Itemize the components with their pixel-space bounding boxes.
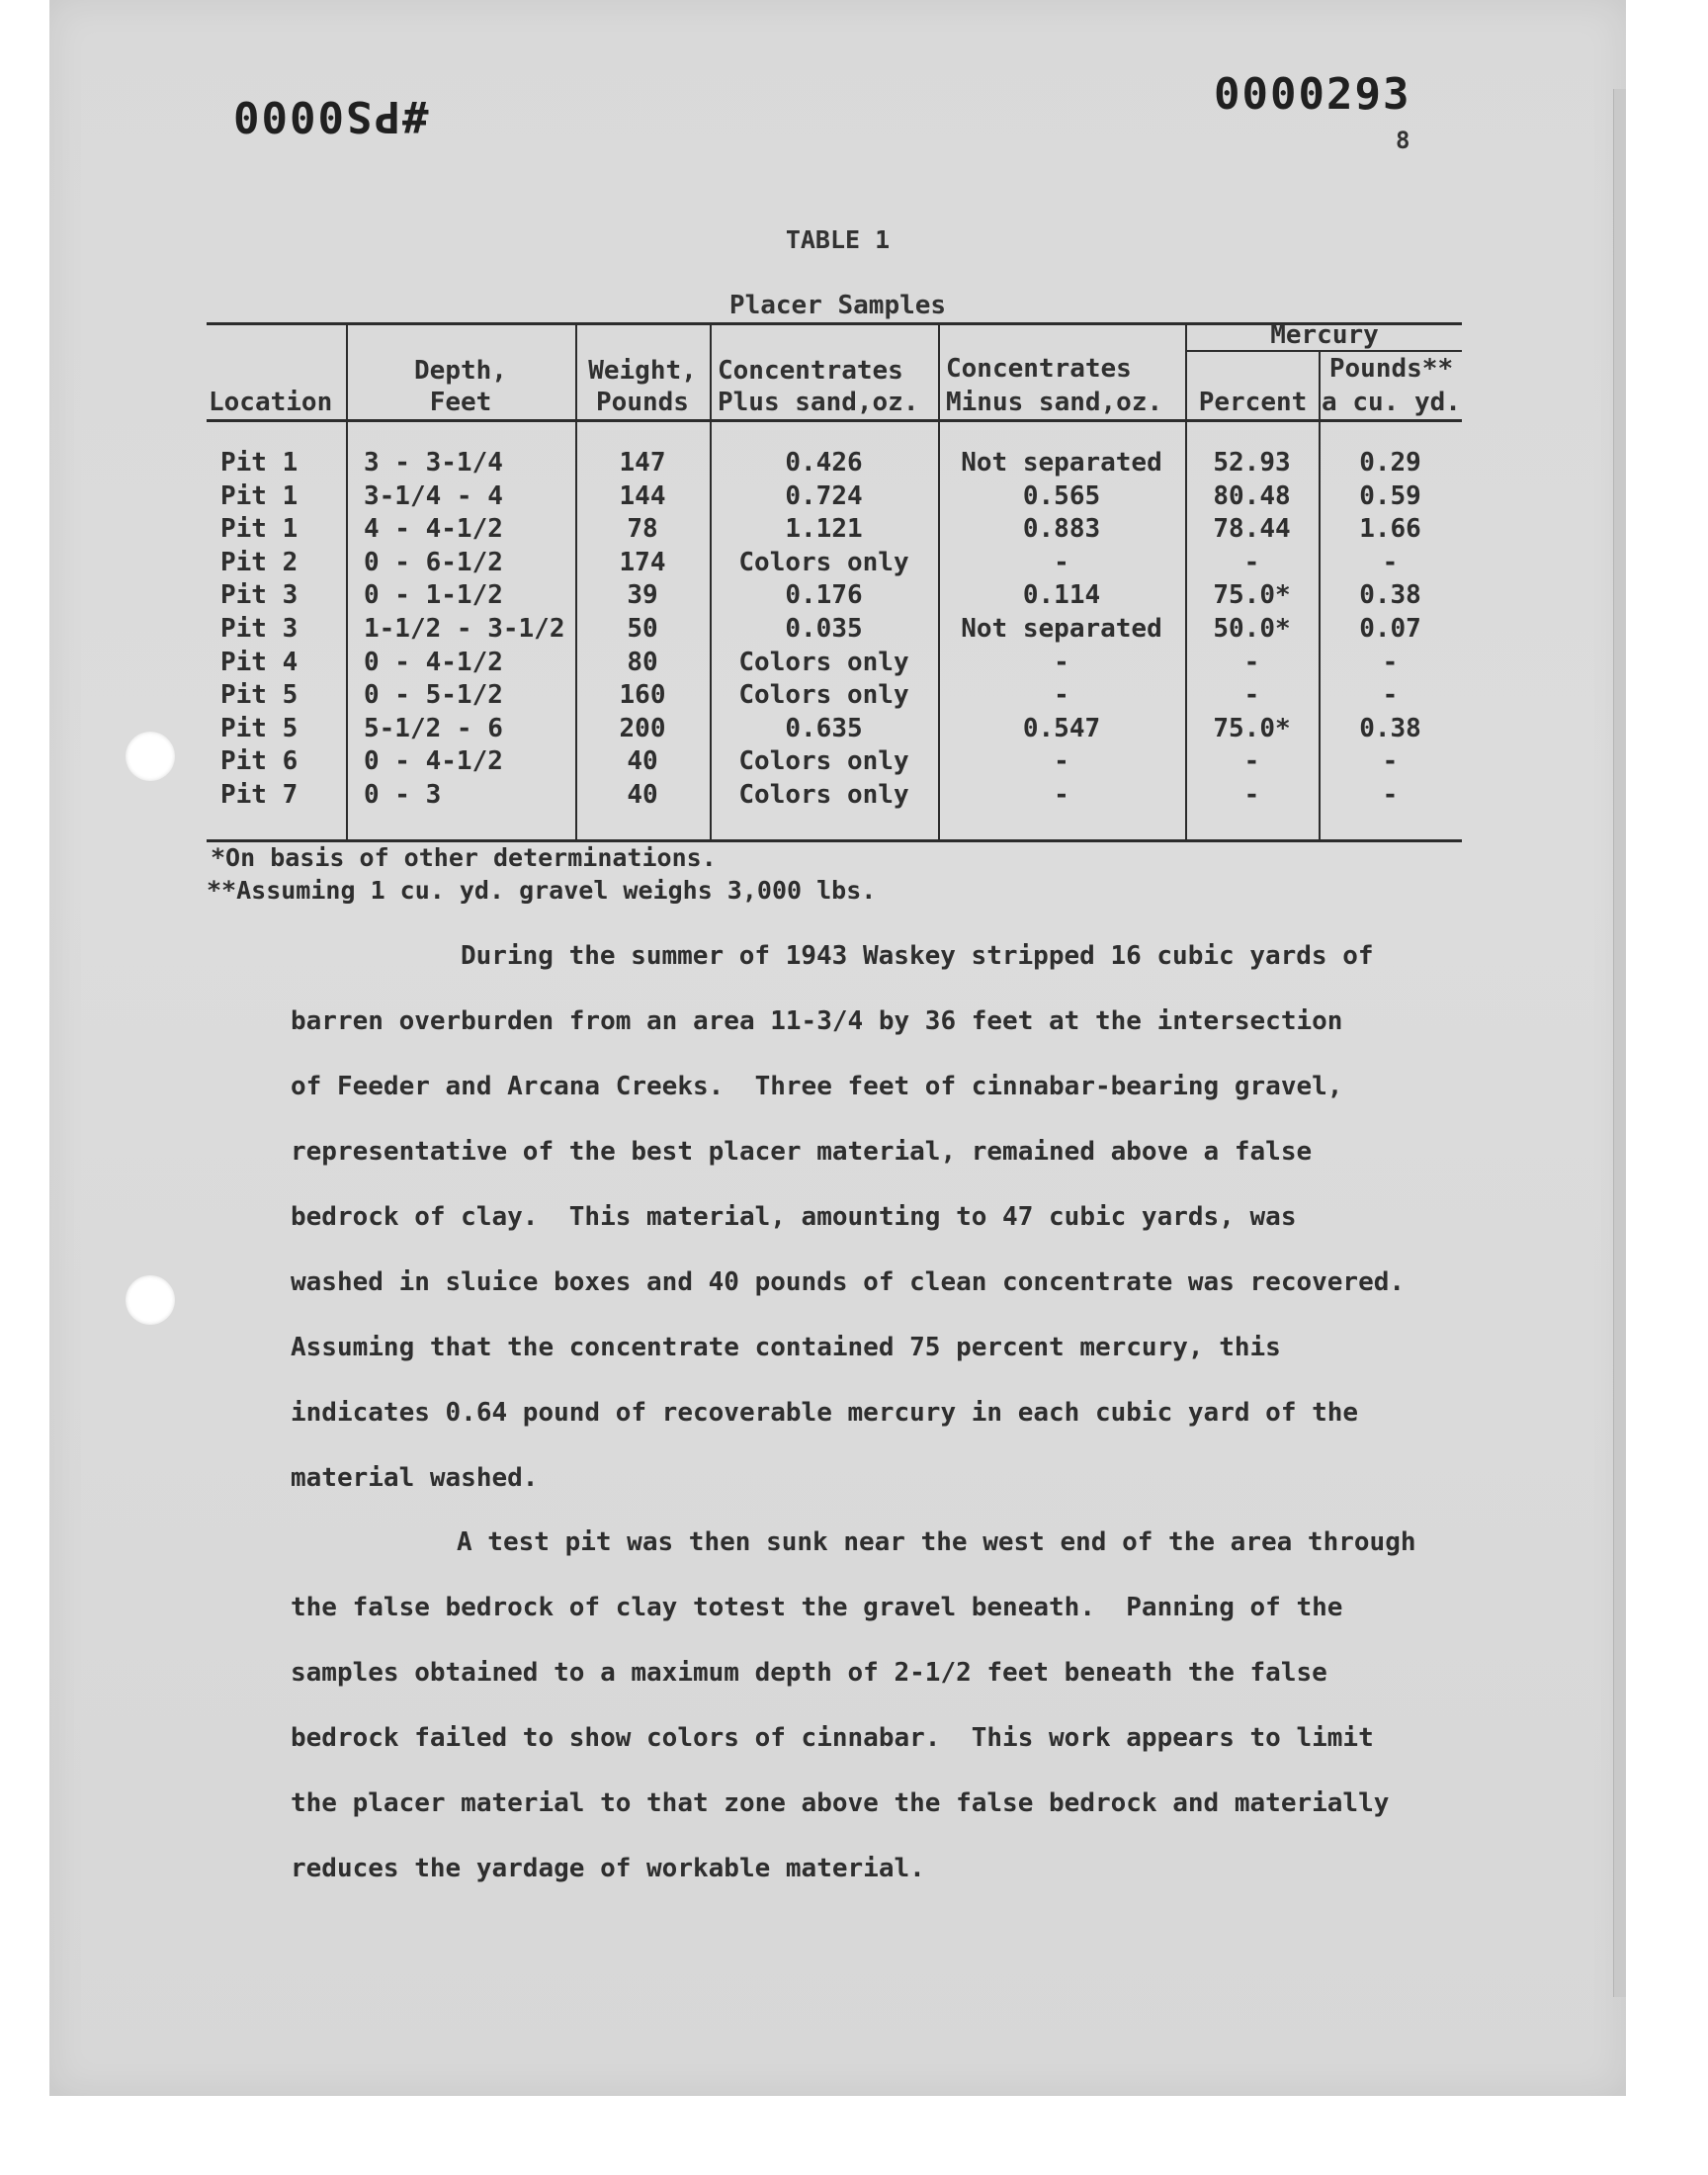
cell-location: Pit 1 — [220, 448, 299, 478]
header-pounds-line2: a cu. yd. — [1322, 388, 1461, 417]
cell-weight: 39 — [627, 580, 658, 611]
cell-percent: 78.44 — [1213, 514, 1291, 545]
paragraph-line: During the summer of 1943 Waskey stripped 16 cubic yards of — [461, 941, 1374, 971]
cell-location: Pit 7 — [220, 780, 299, 810]
footnote-2: **Assuming 1 cu. yd. gravel weighs 3,000 lbs. — [207, 876, 877, 905]
cell-percent: 75.0* — [1213, 580, 1291, 611]
cell-percent: 50.0* — [1213, 614, 1291, 644]
page-number: 8 — [1396, 127, 1410, 154]
header-mercury: Mercury — [1270, 320, 1379, 350]
cell-percent: 52.93 — [1213, 448, 1291, 478]
document-id-stamp-right: 0000293 — [1214, 69, 1411, 120]
cell-depth: 0 - 3 — [364, 780, 442, 810]
paragraph-line: the placer material to that zone above the false bedrock and materially — [291, 1788, 1390, 1818]
cell-weight: 200 — [619, 713, 666, 743]
cell-percent: 80.48 — [1213, 480, 1291, 511]
cell-pounds-cu-yd: 1.66 — [1359, 514, 1421, 545]
cell-conc-minus: - — [1054, 647, 1069, 677]
cell-conc-minus: - — [1054, 746, 1069, 777]
paragraph-line: representative of the best placer material, remained above a false — [291, 1137, 1313, 1167]
table-title: TABLE 1 — [785, 225, 891, 254]
page-edge — [1613, 89, 1626, 1997]
cell-percent: - — [1243, 746, 1260, 777]
cell-conc-plus: 0.426 — [785, 448, 863, 478]
cell-conc-plus: 0.635 — [785, 713, 863, 743]
header-depth-line1: Depth, — [414, 356, 507, 386]
cell-pounds-cu-yd: - — [1382, 547, 1399, 577]
paragraph-line: bedrock of clay. This material, amounting to 47 cubic yards, was — [291, 1202, 1297, 1232]
cell-depth: 0 - 5-1/2 — [364, 680, 503, 711]
cell-conc-plus: 0.724 — [785, 480, 863, 511]
cell-weight: 40 — [627, 746, 658, 777]
paragraph-line: of Feeder and Arcana Creeks. Three feet of cinnabar-bearing gravel, — [291, 1072, 1343, 1101]
cell-depth: 0 - 6-1/2 — [364, 547, 503, 577]
header-weight-line2: Pounds — [596, 388, 689, 417]
header-pounds-line1: Pounds** — [1328, 354, 1454, 384]
cell-conc-minus: 0.565 — [1022, 480, 1101, 511]
paragraph-line: barren overburden from an area 11-3/4 by 36 feet at the intersection — [291, 1006, 1343, 1036]
paragraph-line: Assuming that the concentrate contained 75 percent mercury, this — [291, 1333, 1281, 1362]
cell-conc-plus: 1.121 — [785, 514, 863, 545]
document-page — [49, 0, 1626, 2096]
cell-weight: 147 — [619, 448, 666, 478]
cell-weight: 80 — [627, 647, 658, 677]
cell-weight: 78 — [627, 514, 658, 545]
cell-weight: 160 — [619, 680, 666, 711]
cell-location: Pit 1 — [220, 514, 299, 545]
punch-hole-top — [126, 732, 175, 781]
paragraph-line: indicates 0.64 pound of recoverable mercury in each cubic yard of the — [291, 1398, 1359, 1428]
cell-pounds-cu-yd: 0.59 — [1359, 480, 1421, 511]
paragraph-line: reduces the yardage of workable material. — [291, 1854, 925, 1883]
paragraph-line: bedrock failed to show colors of cinnabar. This work appears to limit — [291, 1723, 1374, 1753]
cell-pounds-cu-yd: - — [1382, 647, 1399, 677]
cell-location: Pit 3 — [220, 614, 299, 644]
cell-conc-minus: - — [1054, 780, 1069, 810]
cell-conc-plus: 0.176 — [785, 580, 863, 611]
cell-conc-plus: 0.035 — [785, 614, 863, 644]
cell-percent: - — [1243, 647, 1260, 677]
cell-conc-minus: - — [1054, 680, 1069, 711]
paragraph-line: the false bedrock of clay totest the gravel beneath. Panning of the — [291, 1593, 1343, 1622]
footnote-1: *On basis of other determinations. — [211, 843, 717, 872]
header-weight-line1: Weight, — [588, 356, 697, 386]
cell-location: Pit 5 — [220, 713, 299, 743]
header-depth-line2: Feet — [429, 388, 492, 417]
cell-conc-minus: 0.547 — [1022, 713, 1101, 743]
cell-pounds-cu-yd: - — [1382, 680, 1399, 711]
cell-pounds-cu-yd: 0.07 — [1359, 614, 1421, 644]
cell-conc-plus: Colors only — [738, 746, 909, 777]
cell-percent: 75.0* — [1213, 713, 1291, 743]
header-percent: Percent — [1198, 388, 1308, 417]
cell-location: Pit 2 — [220, 547, 299, 577]
cell-location: Pit 6 — [220, 746, 299, 777]
cell-pounds-cu-yd: 0.38 — [1359, 580, 1421, 611]
paragraph-line: A test pit was then sunk near the west end of the area through — [457, 1527, 1416, 1557]
cell-percent: - — [1243, 780, 1260, 810]
cell-percent: - — [1243, 680, 1260, 711]
cell-depth: 3 - 3-1/4 — [364, 448, 503, 478]
cell-depth: 0 - 1-1/2 — [364, 580, 503, 611]
cell-conc-minus: Not separated — [961, 448, 1162, 478]
cell-conc-minus: - — [1054, 547, 1069, 577]
table-subtitle: Placer Samples — [728, 291, 947, 320]
cell-conc-plus: Colors only — [738, 680, 909, 711]
cell-depth: 5-1/2 - 6 — [364, 713, 503, 743]
cell-conc-minus: 0.114 — [1022, 580, 1101, 611]
document-id-stamp-left: #PS0000 — [231, 91, 429, 141]
cell-location: Pit 4 — [220, 647, 299, 677]
cell-depth: 4 - 4-1/2 — [364, 514, 503, 545]
paragraph-line: material washed. — [291, 1463, 539, 1493]
cell-conc-plus: Colors only — [738, 780, 909, 810]
cell-pounds-cu-yd: - — [1382, 746, 1399, 777]
cell-weight: 144 — [619, 480, 666, 511]
cell-conc-minus: Not separated — [961, 614, 1162, 644]
cell-weight: 174 — [619, 547, 666, 577]
cell-depth: 0 - 4-1/2 — [364, 647, 503, 677]
paragraph-line: samples obtained to a maximum depth of 2-1/2 feet beneath the false — [291, 1658, 1327, 1688]
cell-depth: 1-1/2 - 3-1/2 — [364, 614, 565, 644]
header-conc-minus-line2: Minus sand,oz. — [946, 388, 1163, 417]
cell-location: Pit 5 — [220, 680, 299, 711]
cell-pounds-cu-yd: 0.29 — [1359, 448, 1421, 478]
cell-depth: 0 - 4-1/2 — [364, 746, 503, 777]
cell-pounds-cu-yd: 0.38 — [1359, 713, 1421, 743]
paragraph-2 — [291, 1510, 1556, 1901]
paragraph-1 — [291, 923, 1556, 1511]
header-location: Location — [209, 388, 333, 417]
header-conc-plus-line1: Concentrates — [718, 356, 903, 386]
header-conc-minus-line1: Concentrates — [946, 354, 1132, 384]
cell-percent: - — [1243, 547, 1260, 577]
header-conc-plus-line2: Plus sand,oz. — [718, 388, 919, 417]
cell-conc-plus: Colors only — [738, 647, 909, 677]
cell-location: Pit 1 — [220, 480, 299, 511]
cell-weight: 40 — [627, 780, 658, 810]
cell-depth: 3-1/4 - 4 — [364, 480, 503, 511]
placer-samples-table — [207, 322, 1462, 842]
punch-hole-bottom — [126, 1275, 175, 1325]
cell-conc-minus: 0.883 — [1022, 514, 1101, 545]
cell-pounds-cu-yd: - — [1382, 780, 1399, 810]
cell-weight: 50 — [627, 614, 658, 644]
cell-conc-plus: Colors only — [738, 547, 909, 577]
paragraph-line: washed in sluice boxes and 40 pounds of clean concentrate was recovered. — [291, 1267, 1406, 1297]
cell-location: Pit 3 — [220, 580, 299, 611]
